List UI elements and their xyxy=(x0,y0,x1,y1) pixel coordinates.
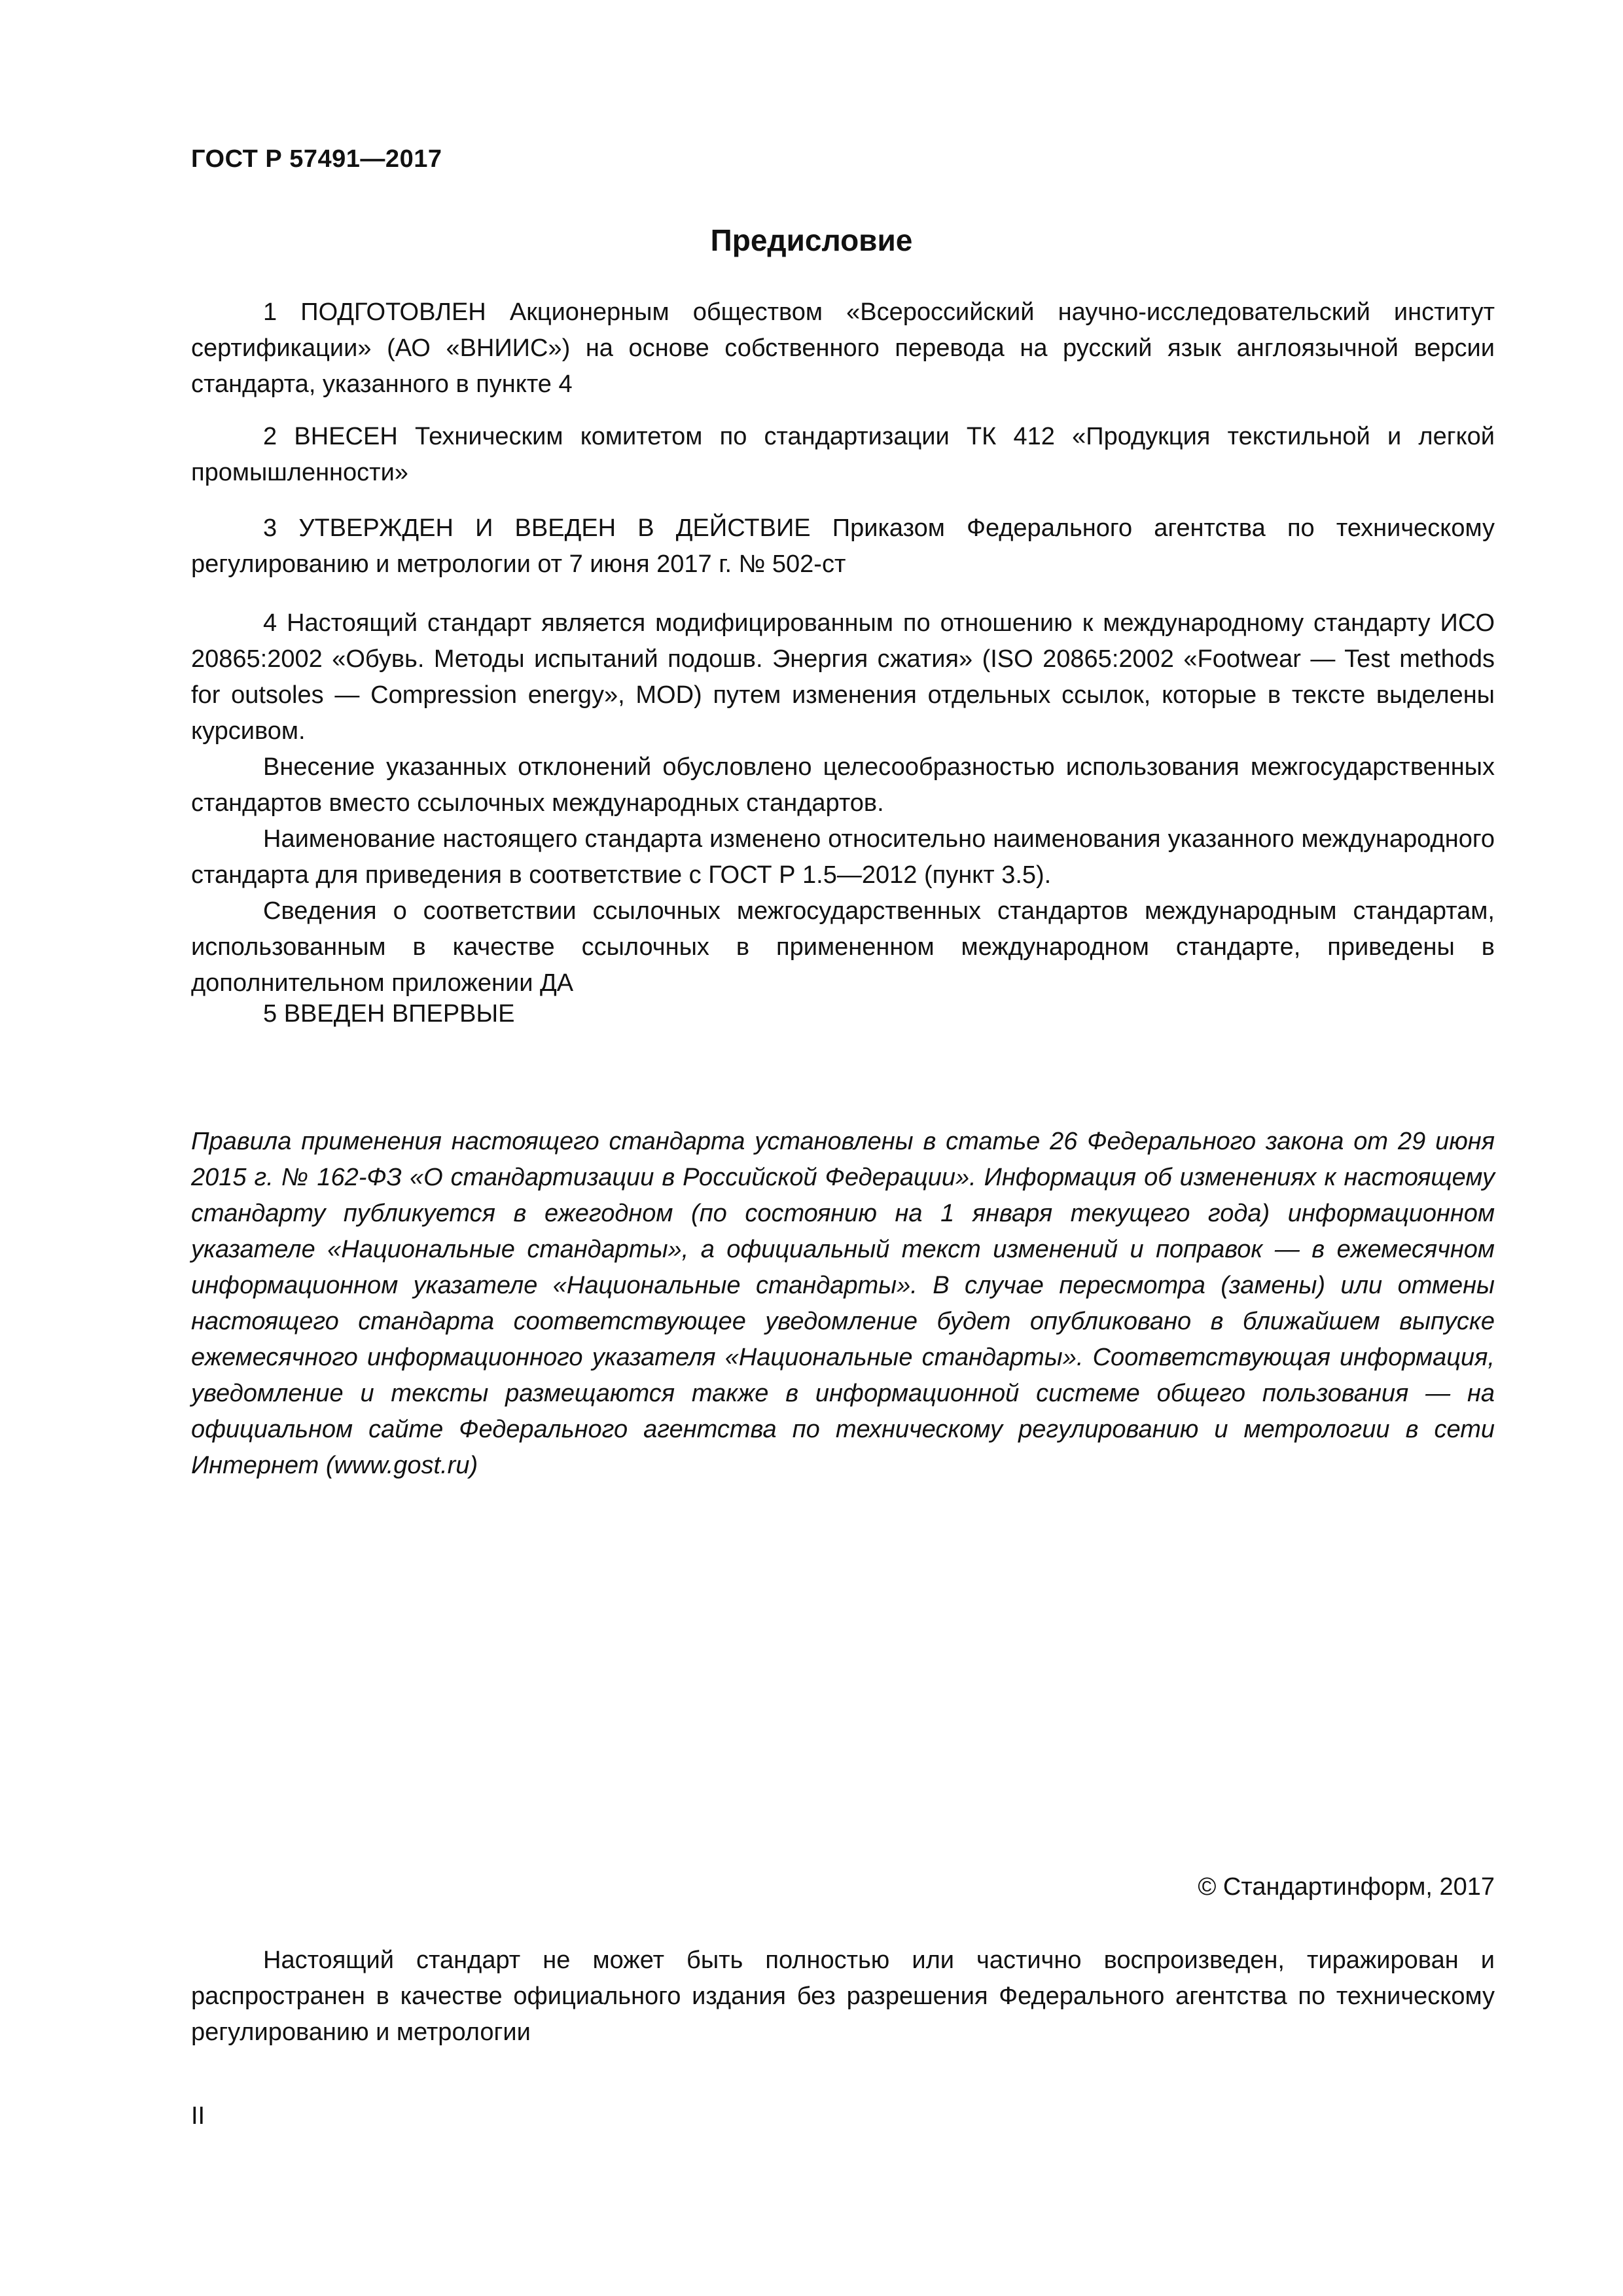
item-lead: ПОДГОТОВЛЕН xyxy=(300,298,486,326)
rules-notice-text: Правила применения настоящего стандарта установлены в статье 26 Федерального закона от 29 июня 2015 г. № 162-ФЗ «О стандартизации в Российской Федерации». Информация об изменениях к настоящему стандарту публикуется в ежегодном (по состоянию на 1 января текущего года) информационном указателе «Национальные стандарты», а официальный текст изменений и поправок — в ежемесячном информационном указателе «Национальные стандарты». В случае пересмотра (замены) или отмены настоящего стандарта соответствующее уведомление будет опубликовано в ближайшем выпуске ежемесячного информационного указателя «Национальные стандарты». Соответствующая информация, уведомление и тексты размещаются также в информационной системе общего пользования — на официальном сайте Федерального агентства по техническому регулированию и метрологии в сети Интернет (www.gost.ru) xyxy=(191,1128,1495,1479)
item-text: ВВЕДЕН ВПЕРВЫЕ xyxy=(283,1000,515,1028)
item-number: 5 xyxy=(263,1000,277,1028)
item-number: 2 xyxy=(263,423,277,450)
rules-notice xyxy=(191,1124,1495,1484)
item-text: Акционерным обществом «Всероссийский научно-исследовательский институт сертификации» (АО «ВНИИС») на основе собственного перевода на русский язык англоязычной версии стандарта, указанного в пункте 4 xyxy=(191,298,1495,398)
item-number: 3 xyxy=(263,514,277,542)
item-number: 4 xyxy=(263,609,277,637)
item-lead: ВНЕСЕН xyxy=(294,423,398,450)
item-text: Техническим комитетом по стандартизации ТК 412 «Продукция текстильной и легкой промышленности» xyxy=(191,423,1495,486)
foreword-item-3 xyxy=(191,511,1495,583)
page-number: II xyxy=(191,2102,205,2130)
foreword-item-1 xyxy=(191,295,1495,403)
reproduction-notice xyxy=(191,1943,1495,2051)
item-lead: УТВЕРЖДЕН И ВВЕДЕН В ДЕЙСТВИЕ xyxy=(298,514,811,542)
page-title: Предисловие xyxy=(710,223,913,257)
copyright: © Стандартинформ, 2017 xyxy=(1198,1873,1495,1901)
item-4-paragraph: Сведения о соответствии ссылочных межгосударственных стандартов международным стандартам, использованным в качестве ссылочных в примененном международном стандарте, приведены в дополнительном приложении ДА xyxy=(191,897,1495,997)
item-text: Приказом Федерального агентства по техническому регулированию и метрологии от 7 июня 2017 г. № 502-ст xyxy=(191,514,1495,578)
foreword-item-5 xyxy=(191,996,1495,1032)
document-code: ГОСТ Р 57491—2017 xyxy=(191,145,442,173)
item-text: Настоящий стандарт является модифицированным по отношению к международному стандарту ИСО 20865:2002 «Обувь. Методы испытаний подошв. Энергия сжатия» (ISO 20865:2002 «Footwear — Test methods for outsoles — Compression energy», MOD) путем изменения отдельных ссылок, которые в тексте выделены курсивом. xyxy=(191,609,1495,745)
foreword-item-2 xyxy=(191,419,1495,491)
item-4-paragraph: Внесение указанных отклонений обусловлено целесообразностью использования межгосударственных стандартов вместо ссылочных международных стандартов. xyxy=(191,753,1495,817)
item-number: 1 xyxy=(263,298,277,326)
item-4-paragraph: Наименование настоящего стандарта изменено относительно наименования указанного международного стандарта для приведения в соответствие с ГОСТ Р 1.5—2012 (пункт 3.5). xyxy=(191,825,1495,889)
reproduction-notice-text: Настоящий стандарт не может быть полностью или частично воспроизведен, тиражирован и распространен в качестве официального издания без разрешения Федерального агентства по техническому регулированию и метрологии xyxy=(191,1946,1495,2046)
foreword-item-4 xyxy=(191,605,1495,1001)
